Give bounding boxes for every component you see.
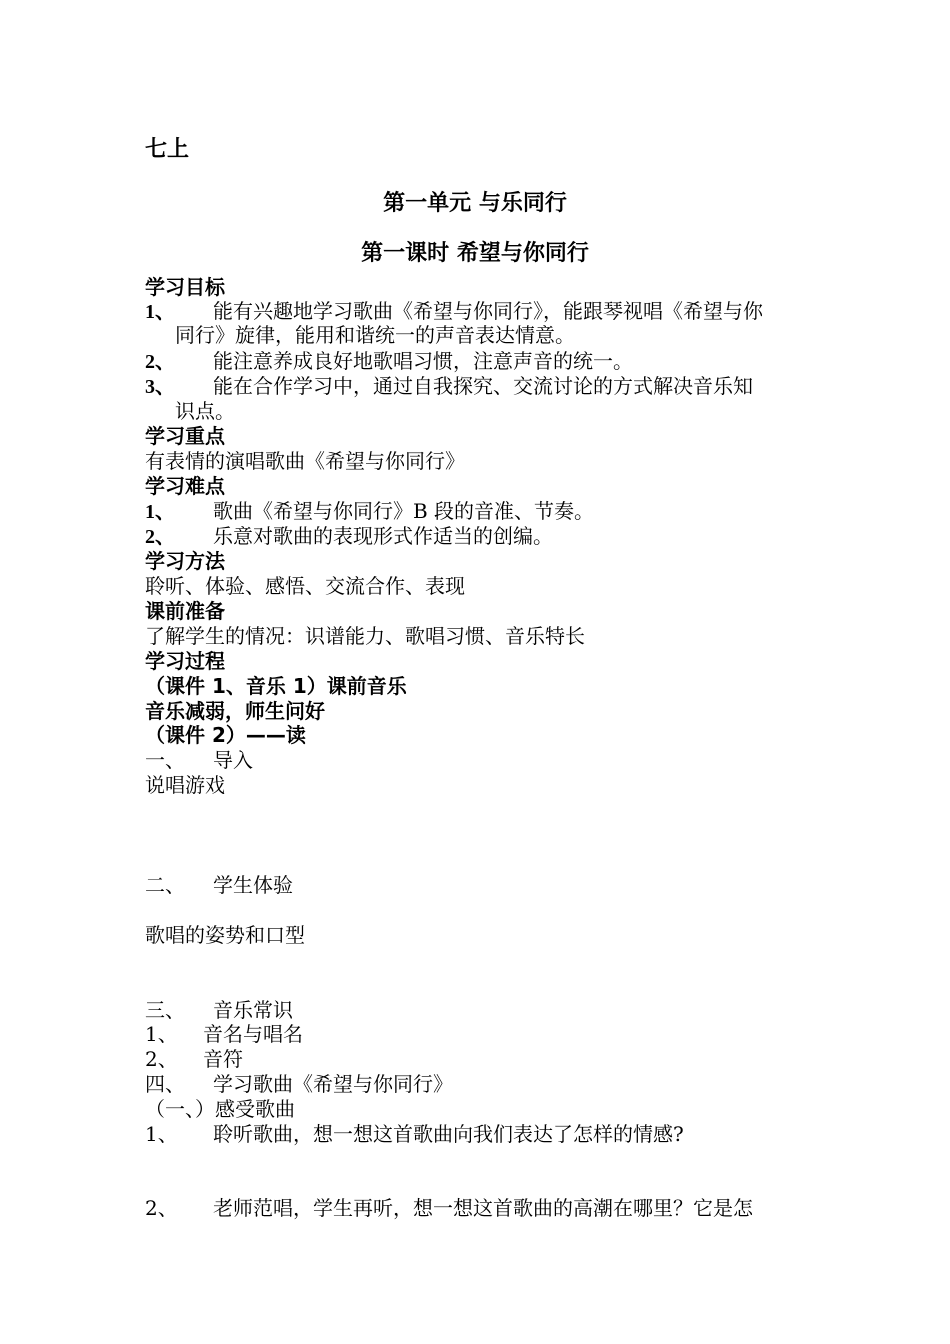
preparation-text: 了解学生的情况：识谱能力、歌唱习惯、音乐特长 (145, 624, 585, 648)
item-number: 1、 (145, 1022, 178, 1046)
section-2-subtext: 歌唱的姿势和口型 (145, 923, 305, 947)
methods-text: 聆听、体验、感悟、交流合作、表现 (145, 574, 465, 598)
difficulty-item-1 (145, 499, 594, 524)
difficulties-heading: 学习难点 (145, 474, 225, 498)
section-number: 四、 (145, 1072, 185, 1096)
objective-continuation: 同行》旋律，能用和谐统一的声音表达情意。 (175, 323, 575, 347)
objective-text: 能注意养成良好地歌唱习惯，注意声音的统一。 (213, 349, 633, 373)
section-3-item-2 (145, 1047, 243, 1071)
section-4-subheading: （一、）感受歌曲 (145, 1097, 295, 1121)
item-text: 音符 (203, 1047, 243, 1071)
section-number: 一、 (145, 748, 185, 772)
item-text: 聆听歌曲，想一想这首歌曲向我们表达了怎样的情感? (213, 1122, 684, 1146)
section-3-heading (145, 998, 293, 1022)
section-number: 三、 (145, 998, 185, 1022)
unit-title: 第一单元 与乐同行 (383, 191, 567, 216)
section-1-heading (145, 748, 253, 772)
section-title: 学生体验 (213, 873, 293, 897)
process-heading: 学习过程 (145, 649, 225, 673)
objective-number: 2、 (145, 351, 175, 373)
objective-continuation: 识点。 (175, 399, 235, 423)
objectives-heading: 学习目标 (145, 275, 225, 299)
objective-text: 能有兴趣地学习歌曲《希望与你同行》，能跟琴视唱《希望与你 (213, 299, 763, 323)
key-points-heading: 学习重点 (145, 424, 225, 448)
section-3-item-1 (145, 1022, 303, 1046)
key-points-text: 有表情的演唱歌曲《希望与你同行》 (145, 449, 465, 473)
objective-item-2 (145, 349, 633, 374)
item-number: 1、 (145, 1122, 178, 1146)
section-4-item-1 (145, 1122, 684, 1146)
methods-heading: 学习方法 (145, 549, 225, 573)
section-title: 学习歌曲《希望与你同行》 (213, 1072, 453, 1096)
item-number: 2、 (145, 1196, 178, 1220)
item-text: 音名与唱名 (203, 1022, 303, 1046)
section-1-subtext: 说唱游戏 (145, 773, 225, 797)
grade-label: 七上 (145, 137, 190, 162)
section-2-heading (145, 873, 293, 897)
lesson-title: 第一课时 希望与你同行 (361, 241, 589, 266)
difficulty-text: 乐意对歌曲的表现形式作适当的创编。 (213, 524, 553, 548)
difficulty-number: 1、 (145, 501, 175, 523)
objective-item-3 (145, 374, 753, 399)
section-4-item-2 (145, 1196, 753, 1220)
item-text: 老师范唱，学生再听，想一想这首歌曲的高潮在哪里？它是怎 (213, 1196, 753, 1220)
courseware-2-line: （课件 2）——读 (145, 723, 306, 747)
item-number: 2、 (145, 1047, 178, 1071)
section-number: 二、 (145, 873, 185, 897)
objective-text: 能在合作学习中，通过自我探究、交流讨论的方式解决音乐知 (213, 374, 753, 398)
objective-number: 1、 (145, 301, 175, 323)
preparation-heading: 课前准备 (145, 599, 225, 623)
difficulty-number: 2、 (145, 526, 175, 548)
difficulty-item-2 (145, 524, 553, 549)
objective-item-1 (145, 299, 763, 324)
section-title: 音乐常识 (213, 998, 293, 1022)
greeting-line: 音乐减弱，师生问好 (145, 699, 325, 723)
objective-number: 3、 (145, 376, 175, 398)
section-title: 导入 (213, 748, 253, 772)
courseware-1-line: （课件 1、音乐 1）课前音乐 (145, 674, 407, 698)
section-4-heading (145, 1072, 453, 1096)
difficulty-text: 歌曲《希望与你同行》B 段的音准、节奏。 (213, 499, 595, 523)
